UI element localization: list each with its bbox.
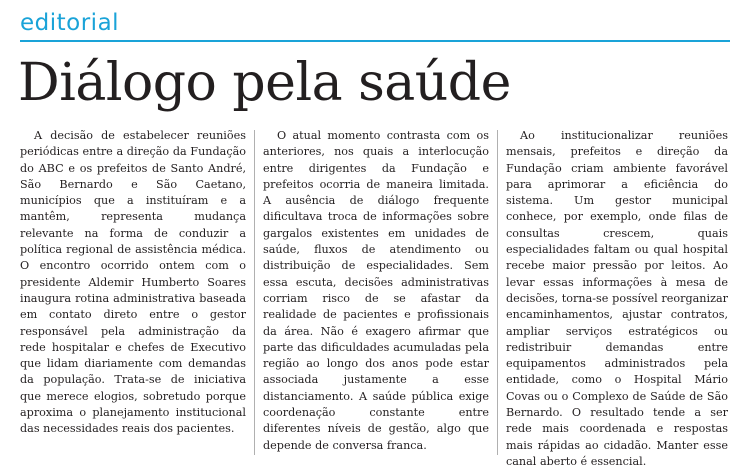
article-column-1: A decisão de estabelecer reuniões periódicas entre a direção da Fundação do ABC e os prefeitos de Santo André, São Bernardo e São Caetano, municípios que a instituíram e a mantêm, representa mudança relevante na forma de conduzir a política regional de assistência médica. O encontro ocorrido ontem com o presidente Aldemir Humberto Soares inaugura rotina administrativa baseada em contato direto entre o gestor responsável pela administração da rede hospitalar e chefes de Executivo que lidam diariamente com demandas da população. Trata-se de iniciativa que merece elogios, sobretudo porque aproxima o planejamento institucional das necessidades reais dos pacientes.: [20, 129, 246, 436]
section-divider: [20, 40, 730, 42]
section-label: editorial: [20, 10, 120, 36]
article-column-3: Ao institucionalizar reuniões mensais, prefeitos e direção da Fundação criam ambiente favorável para aprimorar a eficiência do sistema. Um gestor municipal conhece, por exemplo, onde filas de consultas crescem, quais especialidades faltam ou qual hospital recebe maior pressão por leitos. Ao levar essas informações à mesa de decisões, torna-se possível reorganizar encaminhamentos, ajustar contratos, ampliar serviços estratégicos ou redistribuir demandas entre equipamentos administrados pela entidade, como o Hospital Mário Covas ou o Complexo de Saúde de São Bernardo. O resultado tende a ser rede mais coordenada e respostas mais rápidas ao cidadão. Manter esse canal aberto é essencial.: [506, 129, 728, 468]
column-divider: [254, 130, 255, 455]
headline: Diálogo pela saúde: [18, 53, 511, 113]
column-divider: [497, 130, 498, 455]
article-column-2: O atual momento contrasta com os anteriores, nos quais a interlocução entre dirigentes da Fundação e prefeitos ocorria de maneira limitada. A ausência de diálogo frequente dificultava troca de informações sobre gargalos existentes em unidades de saúde, fluxos de atendimento ou distribuição de especialidades. Sem essa escuta, decisões administrativas corriam risco de se afastar da realidade de pacientes e profissionais da área. Não é exagero afirmar que parte das dificuldades acumuladas pela região ao longo dos anos pode estar associada justamente a esse distanciamento. A saúde pública exige coordenação constante entre diferentes níveis de gestão, algo que depende de conversa franca.: [263, 129, 489, 452]
